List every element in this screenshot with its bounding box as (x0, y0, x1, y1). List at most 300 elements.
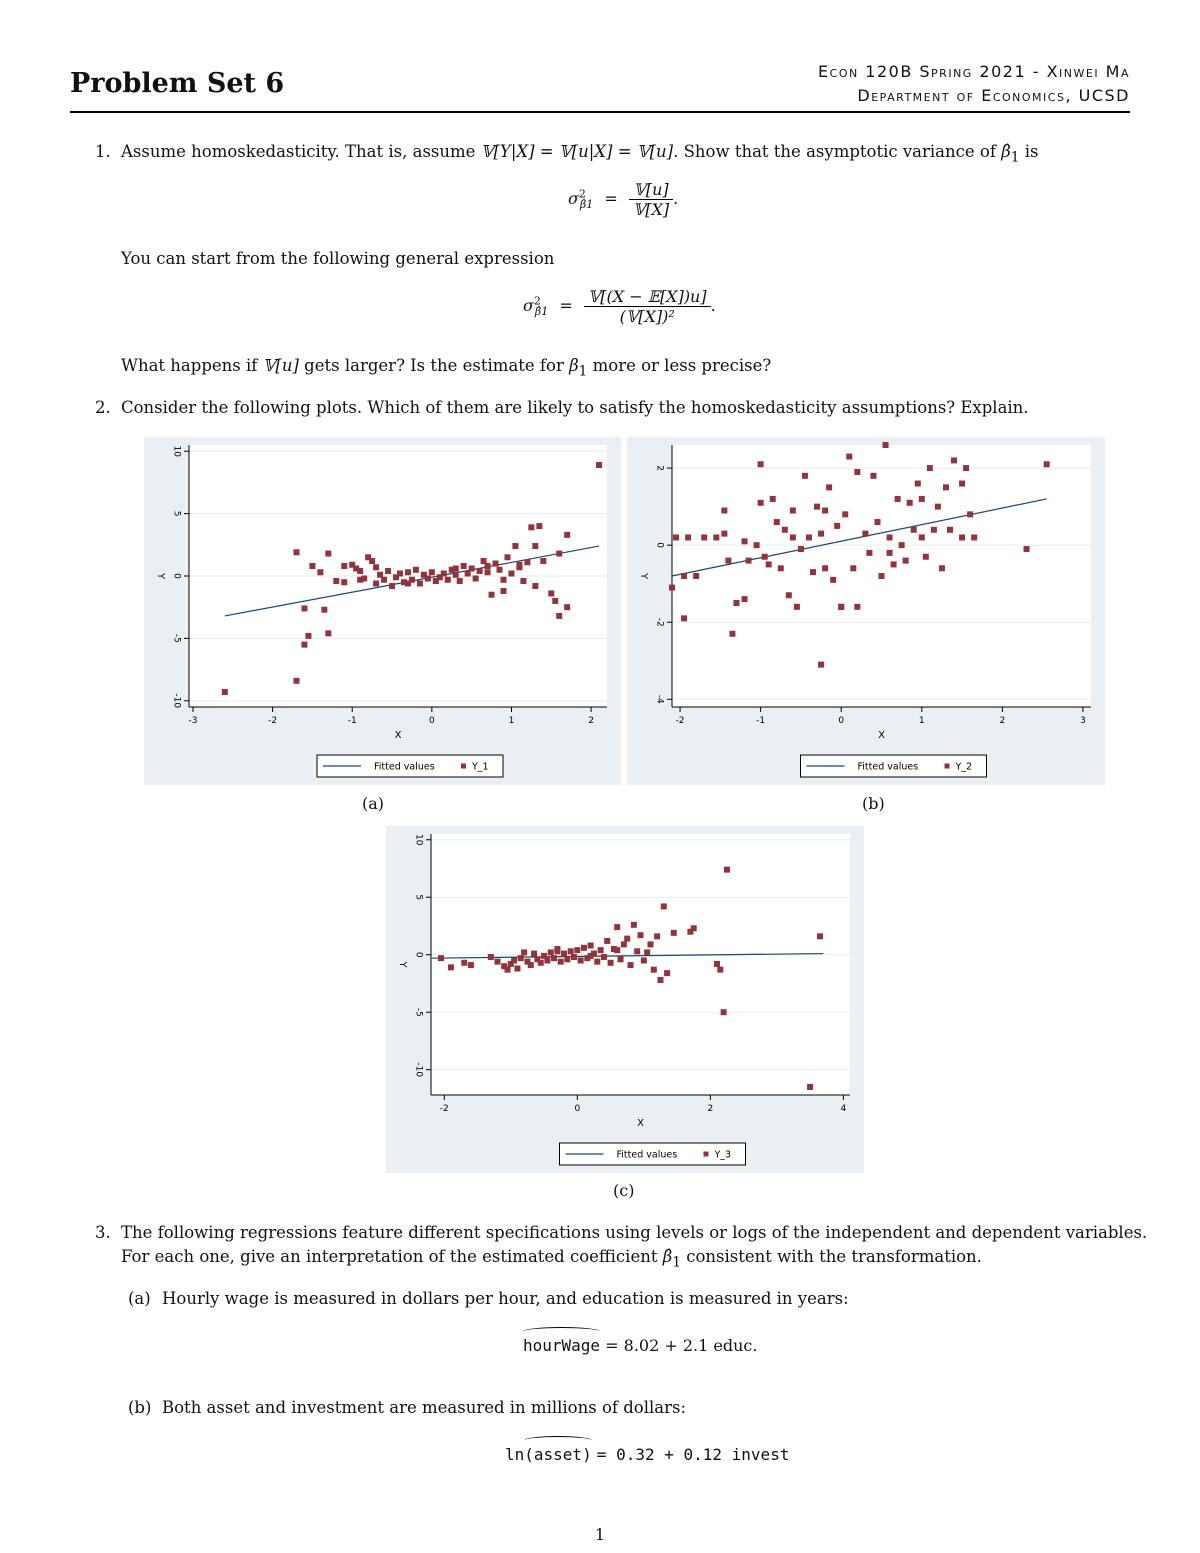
data-point (862, 531, 868, 537)
data-point (742, 538, 748, 544)
legend-fitted-label: Fitted values (857, 761, 919, 773)
data-point (834, 523, 840, 529)
q3-number: 3. (95, 1223, 111, 1242)
data-point (301, 642, 307, 648)
data-point (714, 961, 720, 967)
data-point (514, 966, 520, 972)
data-point (305, 633, 311, 639)
data-point (854, 469, 860, 475)
x-tick-label: -2 (439, 1104, 449, 1114)
data-point (671, 930, 677, 936)
data-point (778, 565, 784, 571)
data-point (556, 613, 562, 619)
legend-series-label: Y_3 (714, 1149, 732, 1161)
eq2-equals: = (559, 296, 573, 315)
q1-number: 1. (95, 142, 111, 161)
data-point (786, 592, 792, 598)
data-point (536, 523, 542, 529)
data-point (500, 588, 506, 594)
data-point (729, 631, 735, 637)
x-tick-label: -1 (347, 716, 357, 726)
data-point (846, 454, 852, 460)
data-point (357, 577, 363, 583)
x-axis-label: X (394, 730, 402, 741)
legend-fitted-label: Fitted values (374, 761, 435, 773)
eq2-fraction (584, 287, 711, 326)
data-point (528, 524, 534, 530)
data-point (222, 689, 228, 695)
data-point (588, 953, 594, 959)
q1-start-text: You can start from the following general expression (121, 249, 555, 268)
q1-text-a: Assume homoskedasticity. That is, assume (121, 142, 481, 161)
data-point (664, 970, 670, 976)
data-point (939, 565, 945, 571)
data-point (721, 531, 727, 537)
data-point (373, 580, 379, 586)
x-tick-label: 3 (1080, 716, 1086, 726)
data-point (373, 564, 379, 570)
data-point (500, 577, 506, 583)
caption-b: (b) (862, 794, 885, 813)
data-point (654, 933, 660, 939)
data-point (417, 580, 423, 586)
y-tick-label: 0 (171, 573, 182, 579)
q1-text-b: . Show that the asymptotic variance of (673, 142, 1002, 161)
data-point (681, 573, 687, 579)
data-point (907, 500, 913, 506)
data-point (971, 534, 977, 540)
data-point (497, 567, 503, 573)
data-point (425, 575, 431, 581)
q2-text: Consider the following plots. Which of them are likely to satisfy the homoskedasticity assumptions? Explain. (121, 398, 1029, 417)
data-point (520, 578, 526, 584)
x-tick-label: -2 (675, 716, 685, 726)
data-point (903, 558, 909, 564)
data-point (661, 903, 667, 909)
y-tick-label: -5 (413, 1007, 424, 1017)
caption-c: (c) (613, 1181, 635, 1200)
data-point (669, 585, 675, 591)
data-point (531, 951, 537, 957)
data-point (528, 962, 534, 968)
y-tick-label: 10 (413, 834, 424, 846)
q3a-equation (523, 1336, 757, 1355)
q1-beta-sub2: 1 (578, 363, 588, 380)
data-point (468, 962, 474, 968)
data-point (842, 511, 848, 517)
q3-line2-b: consistent with the transformation. (681, 1247, 982, 1266)
eq2-sigma: σ (523, 296, 534, 315)
data-point (516, 562, 522, 568)
data-point (445, 577, 451, 583)
q3-beta-sub: 1 (672, 1254, 682, 1271)
data-point (405, 580, 411, 586)
data-point (485, 563, 491, 569)
data-point (317, 569, 323, 575)
data-point (822, 565, 828, 571)
q1-assumption: 𝕍[Y|X] = 𝕍[u|X] = 𝕍[u] (480, 142, 674, 161)
data-point (564, 604, 570, 610)
data-point (518, 955, 524, 961)
q3-line2-a: For each one, give an interpretation of the estimated coefficient (121, 1247, 663, 1266)
eq1-sub: β̂1 (579, 198, 594, 212)
data-point (673, 534, 679, 540)
data-point (742, 596, 748, 602)
data-point (621, 941, 627, 947)
data-point (504, 967, 510, 973)
q3b-hat (524, 1436, 591, 1445)
data-point (782, 527, 788, 533)
data-point (911, 527, 917, 533)
data-point (453, 566, 459, 572)
data-point (564, 532, 570, 538)
data-point (927, 465, 933, 471)
data-point (721, 508, 727, 514)
data-point (724, 867, 730, 873)
eq2-sub: β̂1 (534, 305, 549, 319)
data-point (561, 951, 567, 957)
eq2-denominator: (𝕍[X])² (619, 307, 675, 326)
data-point (448, 964, 454, 970)
data-point (488, 954, 494, 960)
eq1-fraction (629, 180, 673, 219)
data-point (794, 604, 800, 610)
data-point (293, 678, 299, 684)
eq2-sup: 2 (533, 294, 541, 308)
q3-beta-hat: β̂ (662, 1247, 673, 1266)
data-point (887, 550, 893, 556)
data-point (552, 598, 558, 604)
data-point (301, 605, 307, 611)
data-point (810, 569, 816, 575)
data-point (624, 936, 630, 942)
legend-point-swatch (461, 764, 466, 769)
data-point (293, 549, 299, 555)
data-point (521, 949, 527, 955)
q1-question-c: more or less precise? (587, 356, 772, 375)
data-point (807, 1084, 813, 1090)
data-point (818, 662, 824, 668)
header-right (818, 60, 1130, 108)
data-point (504, 554, 510, 560)
q3b-ln: ln (505, 1445, 525, 1464)
data-point (651, 967, 657, 973)
q1-vu: 𝕍[u] (262, 356, 299, 375)
x-tick-label: 2 (707, 1104, 714, 1114)
x-axis-label: X (878, 730, 885, 741)
plot-a-svg (144, 437, 621, 785)
data-point (951, 457, 957, 463)
data-point (891, 561, 897, 567)
data-point (919, 534, 925, 540)
data-point (822, 508, 828, 514)
x-axis-label: X (637, 1118, 644, 1129)
data-point (758, 500, 764, 506)
y-tick-label: 5 (413, 894, 424, 901)
x-tick-label: 1 (918, 716, 925, 726)
eq1-denominator: 𝕍[X] (632, 200, 670, 219)
data-point (691, 925, 697, 931)
page-number: 1 (594, 1525, 606, 1544)
data-point (758, 461, 764, 467)
data-point (899, 542, 905, 548)
data-point (802, 473, 808, 479)
data-point (790, 508, 796, 514)
data-point (959, 481, 965, 487)
data-point (817, 933, 823, 939)
data-point (733, 600, 739, 606)
data-point (538, 960, 544, 966)
data-point (489, 592, 495, 598)
data-point (647, 941, 653, 947)
data-point (385, 568, 391, 574)
data-point (854, 604, 860, 610)
data-point (838, 604, 844, 610)
data-point (601, 954, 607, 960)
header-rule (70, 111, 1130, 113)
data-point (790, 534, 796, 540)
data-point (830, 577, 836, 583)
data-point (333, 578, 339, 584)
data-point (429, 569, 435, 575)
data-point (596, 462, 602, 468)
data-point (963, 465, 969, 471)
data-point (381, 577, 387, 583)
data-point (568, 948, 574, 954)
y-tick-label: 2 (654, 465, 665, 471)
eq1-equals: = (604, 189, 618, 208)
data-point (581, 945, 587, 951)
data-point (879, 573, 885, 579)
x-tick-label: 2 (999, 716, 1006, 726)
y-axis-label: Y (155, 572, 166, 580)
x-tick-label: 1 (508, 716, 515, 726)
data-point (397, 571, 403, 577)
y-tick-label: -10 (171, 693, 182, 709)
data-point (493, 561, 499, 567)
data-point (594, 959, 600, 965)
data-point (915, 481, 921, 487)
data-point (574, 947, 580, 953)
data-point (325, 630, 331, 636)
eq1-period: . (673, 189, 679, 208)
data-point (604, 938, 610, 944)
data-point (919, 496, 925, 502)
q1-beta-sub: 1 (1010, 149, 1020, 166)
department-info: Department of Economics, UCSD (857, 86, 1130, 105)
data-point (588, 943, 594, 949)
y-tick-label: 0 (654, 542, 665, 549)
data-point (571, 954, 577, 960)
x-tick-label: -2 (268, 716, 278, 726)
plot-b-svg (627, 437, 1105, 785)
data-point (943, 484, 949, 490)
data-point (681, 615, 687, 621)
data-point (477, 568, 483, 574)
data-point (357, 568, 363, 574)
data-point (495, 959, 501, 965)
y-tick-label: -5 (171, 633, 182, 643)
eq1-sup: 2 (578, 187, 586, 201)
plot-c (386, 826, 864, 1173)
plot-area (431, 834, 850, 1095)
data-point (618, 956, 624, 962)
data-point (850, 565, 856, 571)
data-point (473, 575, 479, 581)
q1-question-b: gets larger? Is the estimate for (298, 356, 570, 375)
data-point (558, 959, 564, 965)
data-point (631, 922, 637, 928)
data-point (325, 551, 331, 557)
eq2-numerator: 𝕍[(X − 𝔼[X])u] (584, 287, 711, 307)
x-tick-label: 4 (840, 1104, 847, 1114)
legend-fitted-label: Fitted values (616, 1149, 678, 1161)
data-point (806, 534, 812, 540)
legend-point-swatch (945, 764, 950, 769)
data-point (826, 484, 832, 490)
data-point (608, 960, 614, 966)
legend-series-label: Y_1 (472, 761, 489, 773)
q1-text (121, 142, 1038, 165)
data-point (685, 534, 691, 540)
data-point (634, 948, 640, 954)
data-point (532, 583, 538, 589)
x-tick-label: 0 (428, 716, 435, 726)
data-point (540, 558, 546, 564)
data-point (578, 957, 584, 963)
data-point (457, 578, 463, 584)
data-point (701, 534, 707, 540)
q1-question (121, 356, 771, 379)
data-point (469, 566, 475, 572)
legend-series-label: Y_2 (955, 761, 973, 773)
data-point (389, 583, 395, 589)
data-point (931, 527, 937, 533)
q1-equation-2 (523, 287, 716, 326)
q3b-label: (b) (128, 1398, 152, 1417)
data-point (770, 496, 776, 502)
x-tick-label: -3 (188, 716, 198, 726)
y-axis-label: Y (638, 572, 649, 580)
data-point (341, 563, 347, 569)
y-tick-label: 10 (171, 445, 182, 457)
page-title: Problem Set 6 (70, 68, 285, 99)
q3b-equation (505, 1445, 789, 1464)
x-tick-label: 0 (574, 1104, 581, 1114)
y-tick-label: -2 (654, 617, 665, 627)
data-point (766, 561, 772, 567)
data-point (959, 534, 965, 540)
data-point (548, 949, 554, 955)
data-point (438, 955, 444, 961)
data-point (413, 567, 419, 573)
data-point (657, 977, 663, 983)
data-point (508, 571, 514, 577)
q3b-text: Both asset and investment are measured in millions of dollars: (162, 1398, 687, 1417)
data-point (556, 551, 562, 557)
y-tick-label: 0 (413, 951, 424, 958)
data-point (814, 504, 820, 510)
data-point (512, 543, 518, 549)
q1-equation-1 (568, 180, 678, 219)
caption-a: (a) (362, 794, 385, 813)
q1-beta-hat: β̂ (1001, 142, 1011, 161)
data-point (725, 558, 731, 564)
data-point (453, 572, 459, 578)
data-point (967, 511, 973, 517)
data-point (369, 558, 375, 564)
data-point (554, 948, 560, 954)
plot-c-svg (386, 826, 864, 1173)
data-point (564, 956, 570, 962)
data-point (818, 531, 824, 537)
x-tick-label: 0 (838, 716, 845, 726)
data-point (321, 607, 327, 613)
data-point (638, 932, 644, 938)
data-point (717, 967, 723, 973)
q3-line1: The following regressions feature different specifications using levels or logs of the independent and dependent variables. (121, 1223, 1148, 1242)
data-point (551, 955, 557, 961)
data-point (762, 554, 768, 560)
data-point (798, 546, 804, 552)
data-point (713, 534, 719, 540)
data-point (309, 563, 315, 569)
data-point (754, 542, 760, 548)
data-point (883, 442, 889, 448)
q3b-rhs: = 0.32 + 0.12 invest (596, 1445, 790, 1464)
eq2-period: . (710, 296, 716, 315)
data-point (887, 534, 893, 540)
y-axis-label: Y (397, 961, 408, 968)
legend-point-swatch (704, 1152, 709, 1157)
data-point (405, 569, 411, 575)
data-point (1044, 461, 1050, 467)
data-point (461, 563, 467, 569)
data-point (866, 550, 872, 556)
q3a-lhs: hourWage (523, 1336, 600, 1355)
eq1-sigma: σ (568, 189, 579, 208)
data-point (774, 519, 780, 525)
data-point (874, 519, 880, 525)
data-point (598, 947, 604, 953)
y-tick-label: -4 (654, 694, 665, 704)
y-tick-label: -10 (413, 1062, 424, 1078)
q1-beta: β (569, 356, 579, 375)
q3-line2 (121, 1247, 982, 1270)
data-point (693, 573, 699, 579)
data-point (1024, 546, 1030, 552)
q3b-arg: (asset) (524, 1445, 591, 1464)
data-point (870, 473, 876, 479)
q1-text-c: is (1019, 142, 1039, 161)
data-point (721, 1009, 727, 1015)
data-point (532, 543, 538, 549)
data-point (548, 590, 554, 596)
q1-question-a: What happens if (121, 356, 263, 375)
data-point (895, 496, 901, 502)
x-tick-label: -1 (756, 716, 766, 726)
q3a-hat (523, 1327, 600, 1336)
data-point (614, 924, 620, 930)
data-point (641, 957, 647, 963)
data-point (923, 554, 929, 560)
y-tick-label: 5 (171, 510, 182, 517)
plot-a (144, 437, 621, 785)
x-tick-label: 2 (588, 716, 594, 726)
data-point (644, 949, 650, 955)
data-point (614, 947, 620, 953)
data-point (935, 504, 941, 510)
